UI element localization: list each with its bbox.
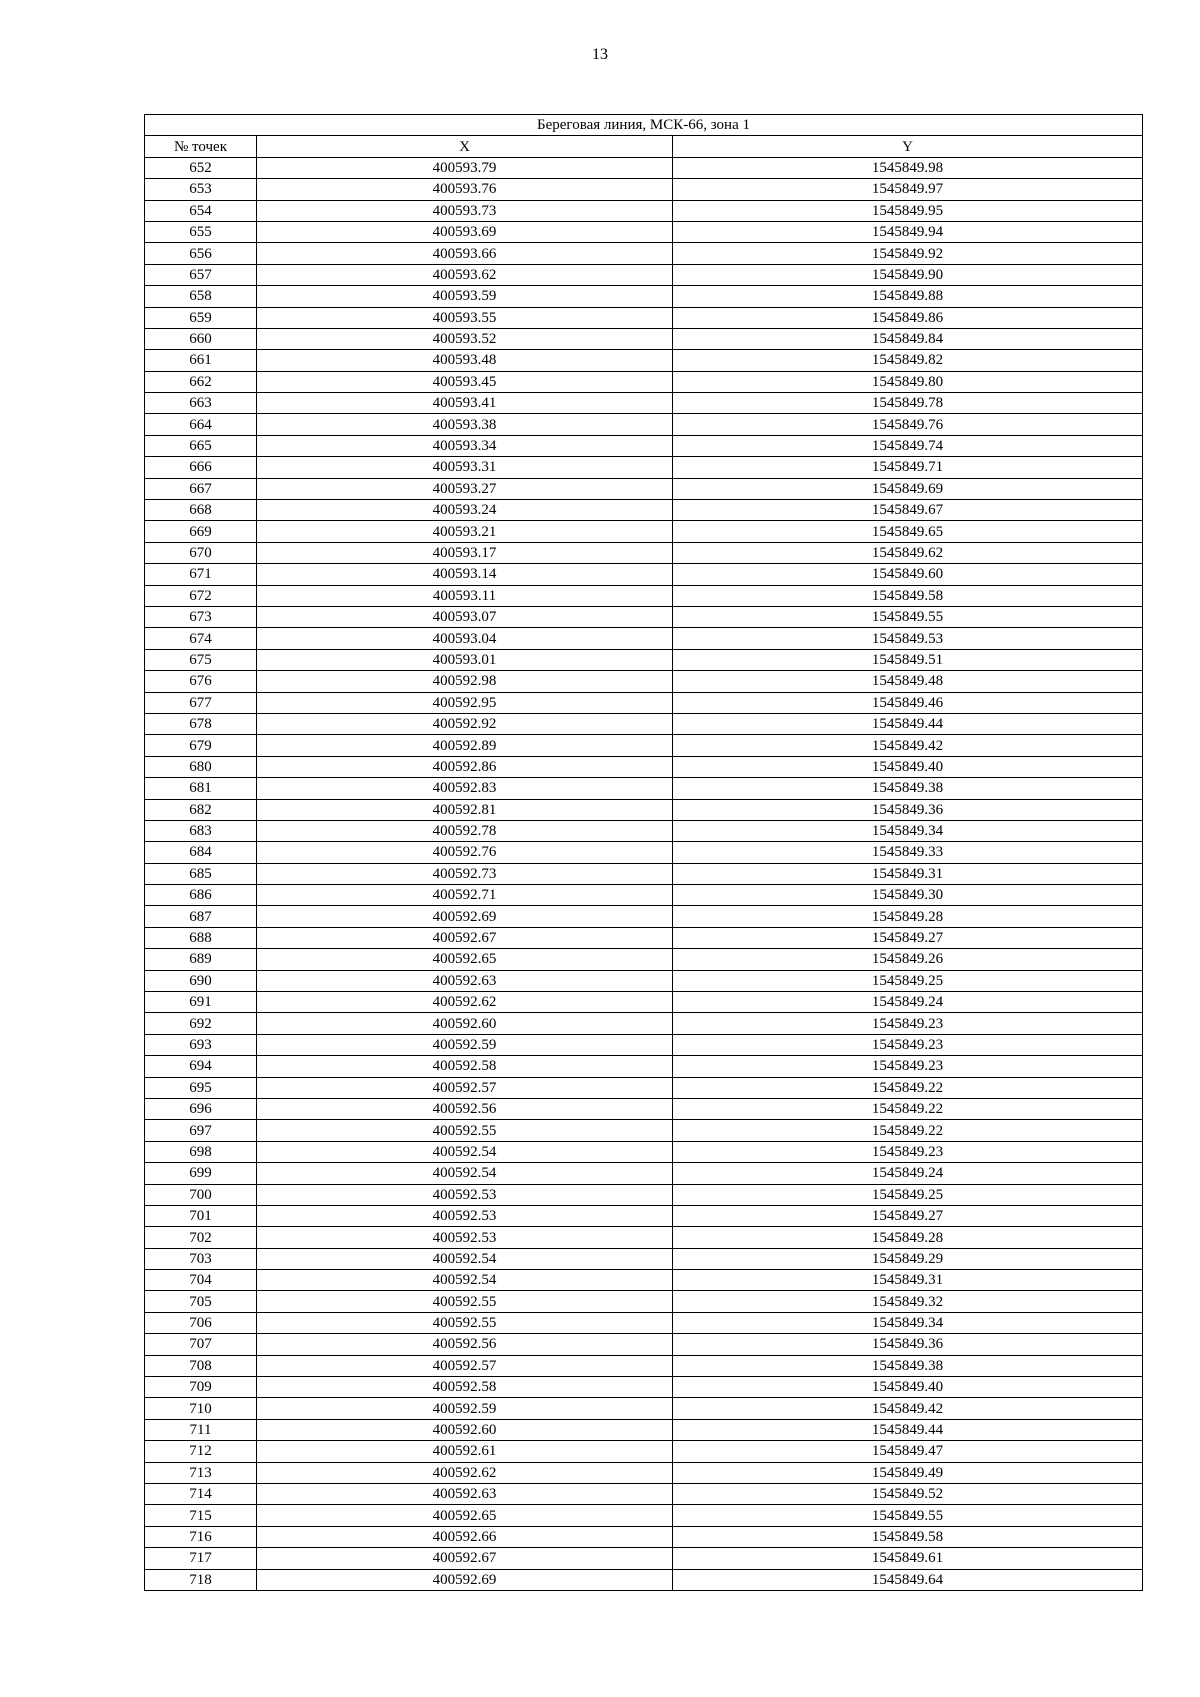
y-cell: 1545849.53 bbox=[673, 628, 1143, 649]
y-cell: 1545849.49 bbox=[673, 1462, 1143, 1483]
y-cell: 1545849.23 bbox=[673, 1013, 1143, 1034]
x-cell: 400592.71 bbox=[257, 885, 673, 906]
table-row bbox=[145, 1034, 1143, 1055]
x-cell: 400592.62 bbox=[257, 1462, 673, 1483]
table-row bbox=[145, 1377, 1143, 1398]
y-cell: 1545849.40 bbox=[673, 1377, 1143, 1398]
point-number-cell: 674 bbox=[145, 628, 257, 649]
point-number-cell: 669 bbox=[145, 521, 257, 542]
y-cell: 1545849.23 bbox=[673, 1034, 1143, 1055]
y-cell: 1545849.42 bbox=[673, 1398, 1143, 1419]
point-number-cell: 686 bbox=[145, 885, 257, 906]
x-cell: 400593.31 bbox=[257, 457, 673, 478]
y-cell: 1545849.34 bbox=[673, 820, 1143, 841]
point-number-cell: 697 bbox=[145, 1120, 257, 1141]
table-row bbox=[145, 457, 1143, 478]
table-row bbox=[145, 1334, 1143, 1355]
x-cell: 400593.59 bbox=[257, 286, 673, 307]
point-number-cell: 654 bbox=[145, 200, 257, 221]
y-cell: 1545849.24 bbox=[673, 1163, 1143, 1184]
x-cell: 400592.54 bbox=[257, 1248, 673, 1269]
point-number-cell: 701 bbox=[145, 1205, 257, 1226]
x-cell: 400592.54 bbox=[257, 1163, 673, 1184]
x-cell: 400592.95 bbox=[257, 692, 673, 713]
y-cell: 1545849.23 bbox=[673, 1056, 1143, 1077]
table-row bbox=[145, 820, 1143, 841]
point-number-cell: 667 bbox=[145, 478, 257, 499]
y-cell: 1545849.44 bbox=[673, 713, 1143, 734]
y-cell: 1545849.48 bbox=[673, 671, 1143, 692]
table-row bbox=[145, 1141, 1143, 1162]
table-row bbox=[145, 1355, 1143, 1376]
table-row bbox=[145, 328, 1143, 349]
point-number-cell: 673 bbox=[145, 606, 257, 627]
x-cell: 400592.57 bbox=[257, 1077, 673, 1098]
x-cell: 400593.21 bbox=[257, 521, 673, 542]
table-row bbox=[145, 1077, 1143, 1098]
x-cell: 400592.53 bbox=[257, 1184, 673, 1205]
y-cell: 1545849.34 bbox=[673, 1312, 1143, 1333]
point-number-cell: 679 bbox=[145, 735, 257, 756]
x-cell: 400592.54 bbox=[257, 1141, 673, 1162]
point-number-cell: 710 bbox=[145, 1398, 257, 1419]
y-cell: 1545849.33 bbox=[673, 842, 1143, 863]
table-row bbox=[145, 1548, 1143, 1569]
point-number-cell: 696 bbox=[145, 1098, 257, 1119]
point-number-cell: 702 bbox=[145, 1227, 257, 1248]
y-cell: 1545849.95 bbox=[673, 200, 1143, 221]
table-row bbox=[145, 671, 1143, 692]
x-cell: 400593.62 bbox=[257, 264, 673, 285]
y-cell: 1545849.55 bbox=[673, 606, 1143, 627]
point-number-cell: 676 bbox=[145, 671, 257, 692]
y-cell: 1545849.97 bbox=[673, 179, 1143, 200]
table-row bbox=[145, 778, 1143, 799]
x-cell: 400593.73 bbox=[257, 200, 673, 221]
header-point-number: № точек bbox=[145, 136, 257, 157]
point-number-cell: 700 bbox=[145, 1184, 257, 1205]
x-cell: 400592.54 bbox=[257, 1270, 673, 1291]
y-cell: 1545849.98 bbox=[673, 157, 1143, 178]
y-cell: 1545849.22 bbox=[673, 1098, 1143, 1119]
x-cell: 400593.07 bbox=[257, 606, 673, 627]
table-row bbox=[145, 585, 1143, 606]
y-cell: 1545849.25 bbox=[673, 1184, 1143, 1205]
x-cell: 400592.69 bbox=[257, 906, 673, 927]
point-number-cell: 715 bbox=[145, 1505, 257, 1526]
y-cell: 1545849.27 bbox=[673, 1205, 1143, 1226]
y-cell: 1545849.67 bbox=[673, 500, 1143, 521]
table-row bbox=[145, 1291, 1143, 1312]
table-row bbox=[145, 1505, 1143, 1526]
y-cell: 1545849.69 bbox=[673, 478, 1143, 499]
table-row bbox=[145, 1227, 1143, 1248]
point-number-cell: 682 bbox=[145, 799, 257, 820]
x-cell: 400592.73 bbox=[257, 863, 673, 884]
y-cell: 1545849.58 bbox=[673, 1526, 1143, 1547]
table-row bbox=[145, 478, 1143, 499]
point-number-cell: 653 bbox=[145, 179, 257, 200]
table-body bbox=[145, 157, 1143, 1590]
x-cell: 400592.55 bbox=[257, 1312, 673, 1333]
header-x: X bbox=[257, 136, 673, 157]
point-number-cell: 694 bbox=[145, 1056, 257, 1077]
table-row bbox=[145, 1484, 1143, 1505]
y-cell: 1545849.82 bbox=[673, 350, 1143, 371]
table-row bbox=[145, 1312, 1143, 1333]
table-row bbox=[145, 1270, 1143, 1291]
x-cell: 400592.58 bbox=[257, 1056, 673, 1077]
table-row bbox=[145, 992, 1143, 1013]
table-row bbox=[145, 371, 1143, 392]
table-row bbox=[145, 756, 1143, 777]
table-row bbox=[145, 649, 1143, 670]
table-row bbox=[145, 1526, 1143, 1547]
coordinates-table bbox=[144, 114, 1143, 1591]
y-cell: 1545849.44 bbox=[673, 1419, 1143, 1440]
point-number-cell: 689 bbox=[145, 949, 257, 970]
y-cell: 1545849.71 bbox=[673, 457, 1143, 478]
table-title: Береговая линия, МСК-66, зона 1 bbox=[145, 115, 1143, 136]
table-row bbox=[145, 1056, 1143, 1077]
table-row bbox=[145, 1163, 1143, 1184]
table-row bbox=[145, 970, 1143, 991]
x-cell: 400592.56 bbox=[257, 1098, 673, 1119]
y-cell: 1545849.52 bbox=[673, 1484, 1143, 1505]
table-row bbox=[145, 179, 1143, 200]
table-row bbox=[145, 286, 1143, 307]
y-cell: 1545849.84 bbox=[673, 328, 1143, 349]
y-cell: 1545849.62 bbox=[673, 542, 1143, 563]
table-row bbox=[145, 521, 1143, 542]
y-cell: 1545849.46 bbox=[673, 692, 1143, 713]
point-number-cell: 678 bbox=[145, 713, 257, 734]
x-cell: 400592.55 bbox=[257, 1120, 673, 1141]
table-row bbox=[145, 200, 1143, 221]
x-cell: 400592.69 bbox=[257, 1569, 673, 1590]
point-number-cell: 705 bbox=[145, 1291, 257, 1312]
y-cell: 1545849.80 bbox=[673, 371, 1143, 392]
x-cell: 400593.79 bbox=[257, 157, 673, 178]
point-number-cell: 713 bbox=[145, 1462, 257, 1483]
table-row bbox=[145, 221, 1143, 242]
x-cell: 400593.14 bbox=[257, 564, 673, 585]
table-row bbox=[145, 735, 1143, 756]
x-cell: 400592.66 bbox=[257, 1526, 673, 1547]
y-cell: 1545849.61 bbox=[673, 1548, 1143, 1569]
table-row bbox=[145, 692, 1143, 713]
y-cell: 1545849.31 bbox=[673, 1270, 1143, 1291]
y-cell: 1545849.36 bbox=[673, 1334, 1143, 1355]
x-cell: 400592.65 bbox=[257, 949, 673, 970]
table-row bbox=[145, 1098, 1143, 1119]
table-row bbox=[145, 243, 1143, 264]
x-cell: 400592.98 bbox=[257, 671, 673, 692]
x-cell: 400593.41 bbox=[257, 393, 673, 414]
x-cell: 400592.89 bbox=[257, 735, 673, 756]
point-number-cell: 671 bbox=[145, 564, 257, 585]
y-cell: 1545849.22 bbox=[673, 1077, 1143, 1098]
y-cell: 1545849.25 bbox=[673, 970, 1143, 991]
x-cell: 400593.01 bbox=[257, 649, 673, 670]
table-row bbox=[145, 927, 1143, 948]
x-cell: 400593.27 bbox=[257, 478, 673, 499]
y-cell: 1545849.74 bbox=[673, 435, 1143, 456]
y-cell: 1545849.78 bbox=[673, 393, 1143, 414]
point-number-cell: 657 bbox=[145, 264, 257, 285]
x-cell: 400592.53 bbox=[257, 1227, 673, 1248]
x-cell: 400593.11 bbox=[257, 585, 673, 606]
y-cell: 1545849.86 bbox=[673, 307, 1143, 328]
y-cell: 1545849.92 bbox=[673, 243, 1143, 264]
table-row bbox=[145, 885, 1143, 906]
y-cell: 1545849.29 bbox=[673, 1248, 1143, 1269]
table-row bbox=[145, 500, 1143, 521]
point-number-cell: 675 bbox=[145, 649, 257, 670]
x-cell: 400592.67 bbox=[257, 927, 673, 948]
point-number-cell: 658 bbox=[145, 286, 257, 307]
page-number: 13 bbox=[592, 46, 608, 63]
point-number-cell: 660 bbox=[145, 328, 257, 349]
point-number-cell: 666 bbox=[145, 457, 257, 478]
table-row bbox=[145, 799, 1143, 820]
point-number-cell: 707 bbox=[145, 1334, 257, 1355]
x-cell: 400592.63 bbox=[257, 1484, 673, 1505]
y-cell: 1545849.23 bbox=[673, 1141, 1143, 1162]
table-row bbox=[145, 435, 1143, 456]
x-cell: 400592.57 bbox=[257, 1355, 673, 1376]
x-cell: 400592.59 bbox=[257, 1034, 673, 1055]
x-cell: 400592.63 bbox=[257, 970, 673, 991]
point-number-cell: 709 bbox=[145, 1377, 257, 1398]
y-cell: 1545849.60 bbox=[673, 564, 1143, 585]
point-number-cell: 688 bbox=[145, 927, 257, 948]
point-number-cell: 655 bbox=[145, 221, 257, 242]
y-cell: 1545849.94 bbox=[673, 221, 1143, 242]
y-cell: 1545849.22 bbox=[673, 1120, 1143, 1141]
y-cell: 1545849.31 bbox=[673, 863, 1143, 884]
table-row bbox=[145, 1205, 1143, 1226]
point-number-cell: 704 bbox=[145, 1270, 257, 1291]
table-row bbox=[145, 564, 1143, 585]
x-cell: 400592.58 bbox=[257, 1377, 673, 1398]
point-number-cell: 680 bbox=[145, 756, 257, 777]
y-cell: 1545849.90 bbox=[673, 264, 1143, 285]
table-row bbox=[145, 1569, 1143, 1590]
point-number-cell: 684 bbox=[145, 842, 257, 863]
point-number-cell: 685 bbox=[145, 863, 257, 884]
point-number-cell: 677 bbox=[145, 692, 257, 713]
x-cell: 400593.38 bbox=[257, 414, 673, 435]
point-number-cell: 703 bbox=[145, 1248, 257, 1269]
x-cell: 400593.17 bbox=[257, 542, 673, 563]
y-cell: 1545849.24 bbox=[673, 992, 1143, 1013]
point-number-cell: 717 bbox=[145, 1548, 257, 1569]
point-number-cell: 699 bbox=[145, 1163, 257, 1184]
point-number-cell: 665 bbox=[145, 435, 257, 456]
y-cell: 1545849.64 bbox=[673, 1569, 1143, 1590]
point-number-cell: 687 bbox=[145, 906, 257, 927]
table-row bbox=[145, 307, 1143, 328]
x-cell: 400593.04 bbox=[257, 628, 673, 649]
point-number-cell: 661 bbox=[145, 350, 257, 371]
table-row bbox=[145, 542, 1143, 563]
point-number-cell: 664 bbox=[145, 414, 257, 435]
point-number-cell: 656 bbox=[145, 243, 257, 264]
table-row bbox=[145, 628, 1143, 649]
x-cell: 400593.66 bbox=[257, 243, 673, 264]
point-number-cell: 652 bbox=[145, 157, 257, 178]
point-number-cell: 668 bbox=[145, 500, 257, 521]
table-row bbox=[145, 906, 1143, 927]
x-cell: 400592.59 bbox=[257, 1398, 673, 1419]
header-y: Y bbox=[673, 136, 1143, 157]
point-number-cell: 706 bbox=[145, 1312, 257, 1333]
x-cell: 400593.34 bbox=[257, 435, 673, 456]
table-row bbox=[145, 1120, 1143, 1141]
x-cell: 400592.86 bbox=[257, 756, 673, 777]
x-cell: 400593.45 bbox=[257, 371, 673, 392]
y-cell: 1545849.28 bbox=[673, 906, 1143, 927]
point-number-cell: 672 bbox=[145, 585, 257, 606]
point-number-cell: 690 bbox=[145, 970, 257, 991]
point-number-cell: 692 bbox=[145, 1013, 257, 1034]
x-cell: 400592.83 bbox=[257, 778, 673, 799]
table-row bbox=[145, 350, 1143, 371]
point-number-cell: 716 bbox=[145, 1526, 257, 1547]
table-row bbox=[145, 863, 1143, 884]
point-number-cell: 693 bbox=[145, 1034, 257, 1055]
table-row bbox=[145, 1398, 1143, 1419]
point-number-cell: 712 bbox=[145, 1441, 257, 1462]
table-row bbox=[145, 1419, 1143, 1440]
x-cell: 400592.78 bbox=[257, 820, 673, 841]
table-header-row bbox=[145, 136, 1143, 157]
y-cell: 1545849.28 bbox=[673, 1227, 1143, 1248]
table-row bbox=[145, 842, 1143, 863]
point-number-cell: 695 bbox=[145, 1077, 257, 1098]
x-cell: 400592.56 bbox=[257, 1334, 673, 1355]
x-cell: 400592.92 bbox=[257, 713, 673, 734]
point-number-cell: 711 bbox=[145, 1419, 257, 1440]
y-cell: 1545849.36 bbox=[673, 799, 1143, 820]
point-number-cell: 670 bbox=[145, 542, 257, 563]
x-cell: 400593.52 bbox=[257, 328, 673, 349]
y-cell: 1545849.55 bbox=[673, 1505, 1143, 1526]
y-cell: 1545849.58 bbox=[673, 585, 1143, 606]
y-cell: 1545849.76 bbox=[673, 414, 1143, 435]
y-cell: 1545849.42 bbox=[673, 735, 1143, 756]
point-number-cell: 683 bbox=[145, 820, 257, 841]
table-row bbox=[145, 949, 1143, 970]
x-cell: 400593.55 bbox=[257, 307, 673, 328]
table-row bbox=[145, 1441, 1143, 1462]
table-row bbox=[145, 157, 1143, 178]
y-cell: 1545849.88 bbox=[673, 286, 1143, 307]
table-row bbox=[145, 414, 1143, 435]
point-number-cell: 659 bbox=[145, 307, 257, 328]
table-row bbox=[145, 1184, 1143, 1205]
x-cell: 400592.67 bbox=[257, 1548, 673, 1569]
point-number-cell: 691 bbox=[145, 992, 257, 1013]
x-cell: 400593.69 bbox=[257, 221, 673, 242]
point-number-cell: 698 bbox=[145, 1141, 257, 1162]
x-cell: 400592.53 bbox=[257, 1205, 673, 1226]
y-cell: 1545849.26 bbox=[673, 949, 1143, 970]
x-cell: 400592.62 bbox=[257, 992, 673, 1013]
table-row bbox=[145, 393, 1143, 414]
table-row bbox=[145, 606, 1143, 627]
point-number-cell: 718 bbox=[145, 1569, 257, 1590]
y-cell: 1545849.38 bbox=[673, 778, 1143, 799]
point-number-cell: 662 bbox=[145, 371, 257, 392]
x-cell: 400593.48 bbox=[257, 350, 673, 371]
y-cell: 1545849.40 bbox=[673, 756, 1143, 777]
table-row bbox=[145, 1248, 1143, 1269]
table-row bbox=[145, 264, 1143, 285]
y-cell: 1545849.65 bbox=[673, 521, 1143, 542]
x-cell: 400592.60 bbox=[257, 1419, 673, 1440]
x-cell: 400592.65 bbox=[257, 1505, 673, 1526]
x-cell: 400592.81 bbox=[257, 799, 673, 820]
point-number-cell: 663 bbox=[145, 393, 257, 414]
y-cell: 1545849.47 bbox=[673, 1441, 1143, 1462]
point-number-cell: 714 bbox=[145, 1484, 257, 1505]
x-cell: 400592.76 bbox=[257, 842, 673, 863]
point-number-cell: 708 bbox=[145, 1355, 257, 1376]
y-cell: 1545849.38 bbox=[673, 1355, 1143, 1376]
x-cell: 400592.55 bbox=[257, 1291, 673, 1312]
y-cell: 1545849.32 bbox=[673, 1291, 1143, 1312]
table-row bbox=[145, 1013, 1143, 1034]
x-cell: 400592.60 bbox=[257, 1013, 673, 1034]
x-cell: 400593.76 bbox=[257, 179, 673, 200]
x-cell: 400592.61 bbox=[257, 1441, 673, 1462]
table-title-row bbox=[145, 115, 1143, 136]
table-row bbox=[145, 713, 1143, 734]
point-number-cell: 681 bbox=[145, 778, 257, 799]
y-cell: 1545849.30 bbox=[673, 885, 1143, 906]
x-cell: 400593.24 bbox=[257, 500, 673, 521]
y-cell: 1545849.51 bbox=[673, 649, 1143, 670]
y-cell: 1545849.27 bbox=[673, 927, 1143, 948]
table-row bbox=[145, 1462, 1143, 1483]
